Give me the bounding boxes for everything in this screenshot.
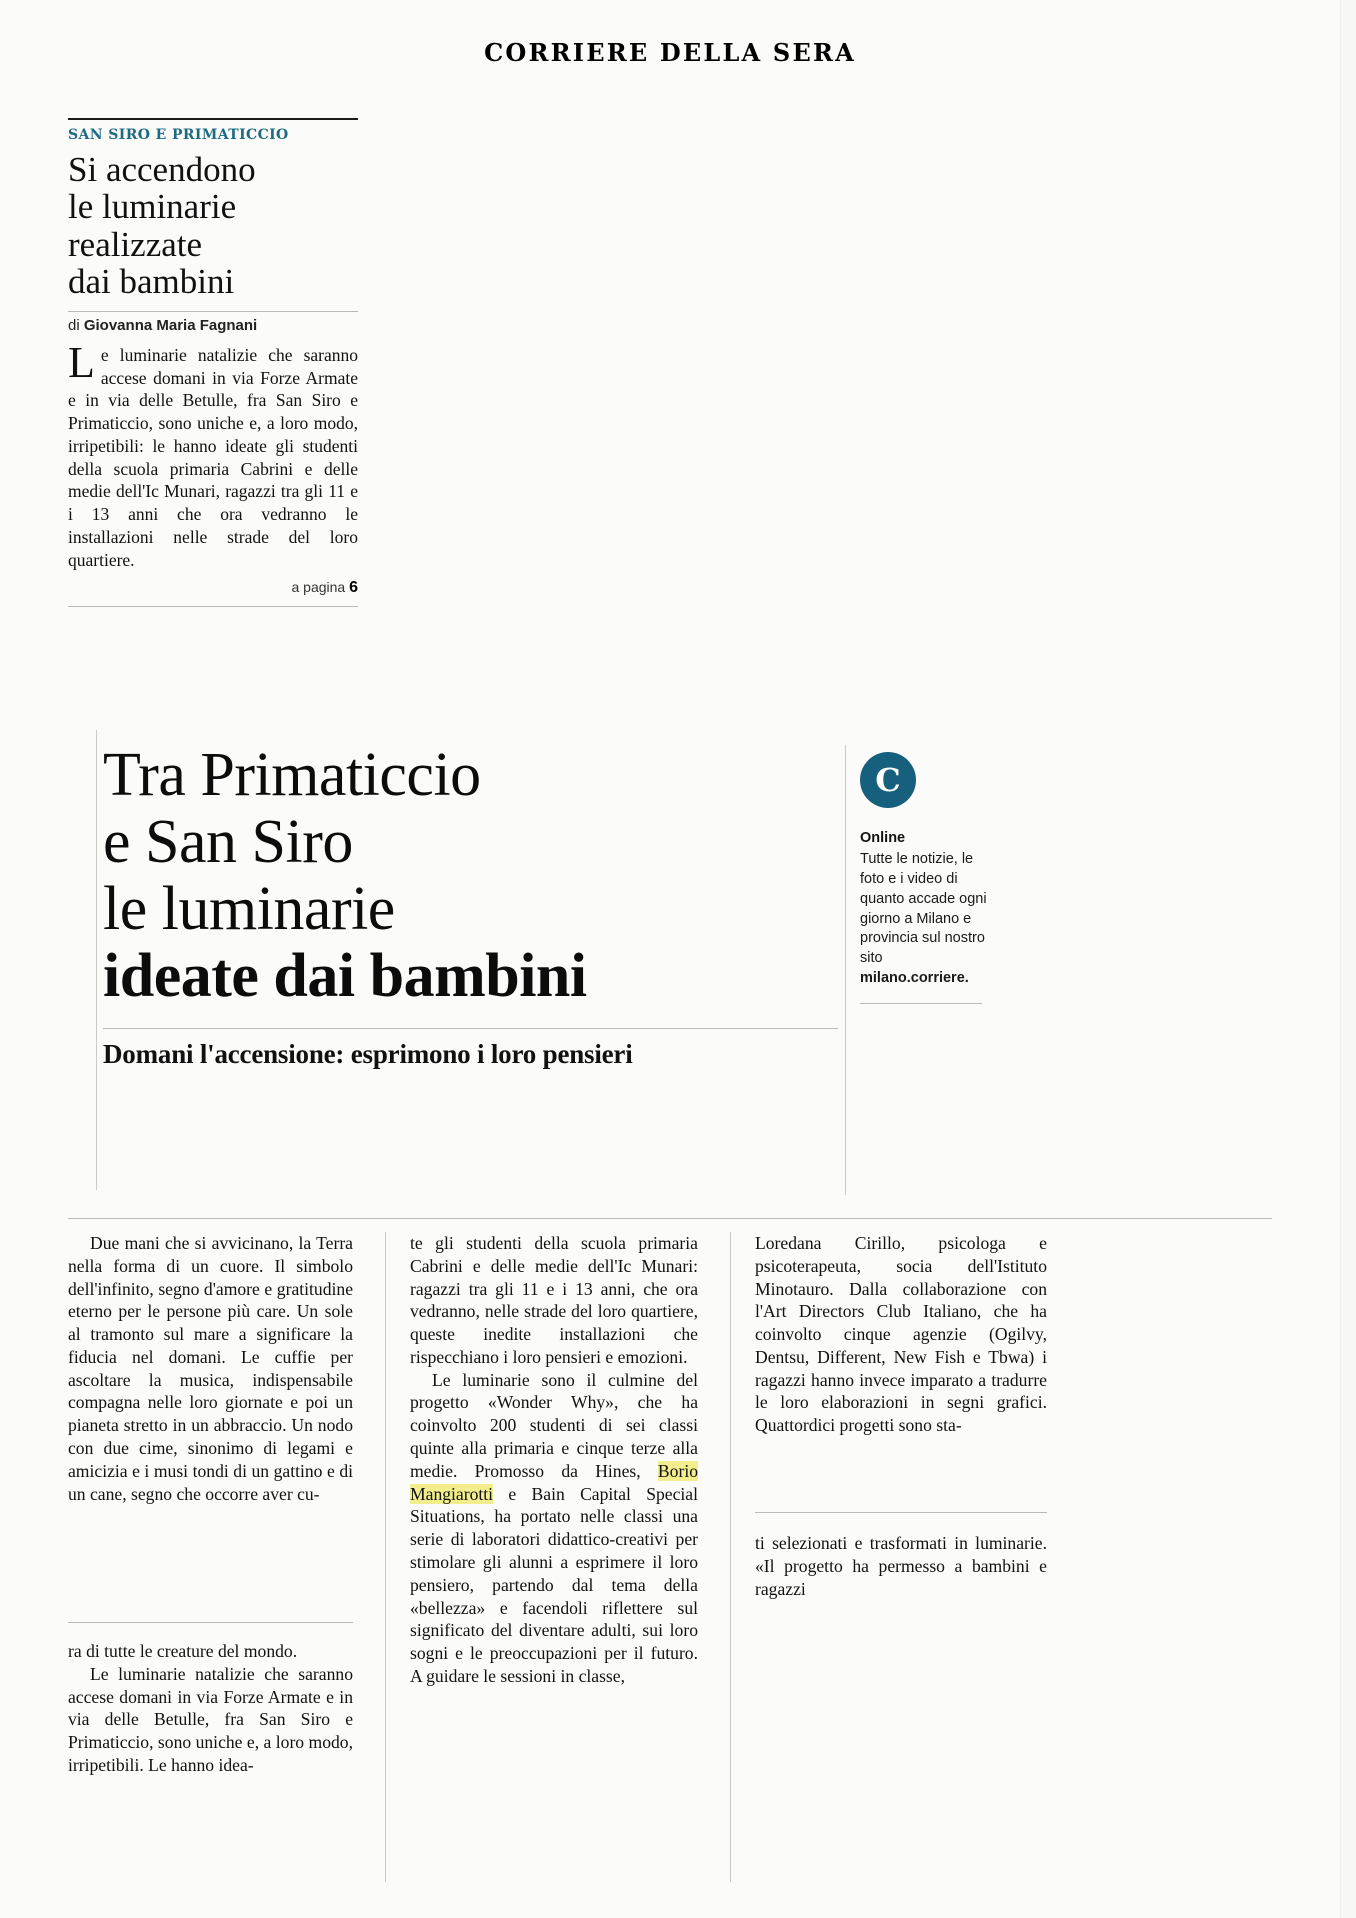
- teaser-title-line-1: Si accendono: [68, 150, 256, 189]
- a-pagina-label: a pagina: [291, 579, 346, 596]
- online-bottom-rule: [860, 1003, 982, 1004]
- teaser-title: [68, 151, 358, 301]
- paragraph: Due mani che si avvicinano, la Terra nella forma di un cuore. Il simbolo dell'infinito, segno d'amore e gratitudine eterno per le persone più care. Un sole al tramonto sul mare a significare la fiducia nel domani. Le cuffie per ascoltare la musica, indispensabile compagna nelle loro giornate e poi un pianeta stretto in un abbraccio. Un nodo con due cime, sinonimo di legami e amicizia e i musi tondi di un gattino e di un cane, segno che occorre aver cu-: [68, 1233, 353, 1504]
- a-pagina-reference: [68, 579, 358, 597]
- teaser-body-text: e luminarie natalizie che saranno accese domani in via Forze Armate e in via delle Betulle, fra San Siro e Primaticcio, sono uniche e, a loro modo, irripetibili: le hanno ideate gli studenti della scuola primaria Cabrini e delle medie dell'Ic Munari, ragazzi tra gli 11 e i 13 anni che ora vedranno le installazioni nelle strade del loro quartiere.: [68, 344, 358, 570]
- teaser-title-line-3: realizzate: [68, 224, 203, 264]
- online-site-link[interactable]: milano.corriere.: [860, 970, 969, 987]
- article-column-1: [68, 1232, 353, 1505]
- columns-top-rule: [68, 1218, 1272, 1219]
- paragraph-part-b: e Bain Capital Special Situations, ha portato nelle classi una serie di laboratori didattico-creativi per stimolare gli alunni a esprimere il loro pensiero, partendo dal tema della «bellezza» e facendoli riflettere sul significato del diventare adulti, sui loro sogni e le preoccupazioni per il futuro. A guidare le sessioni in classe,: [410, 1483, 698, 1686]
- paragraph-part-a: Le luminarie sono il culmine del progetto «Wonder Why», che ha coinvolto 200 studenti di sei classi quinte alla primaria e cinque terze alla medie. Promosso da Hines,: [410, 1369, 698, 1481]
- main-headline-block: [103, 742, 843, 1070]
- column-3-bottom-rule: [755, 1512, 1047, 1513]
- a-pagina-number: 6: [349, 579, 358, 597]
- article-column-1-continued: [68, 1640, 353, 1777]
- teaser-block: [68, 118, 358, 607]
- column-divider-1: [385, 1232, 386, 1882]
- byline-prefix: di: [68, 316, 84, 334]
- column-1-bottom-rule: [68, 1622, 353, 1623]
- teaser-dropcap: L: [68, 337, 95, 387]
- article-column-3: [755, 1232, 1047, 1437]
- online-box-left-rule: [845, 745, 846, 1195]
- highlighted-text: Borio Mangiarotti: [410, 1460, 698, 1504]
- teaser-top-rule: [68, 118, 358, 120]
- headline-line-4: ideate dai bambini: [103, 941, 587, 1010]
- paragraph: Le luminarie natalizie che saranno accese domani in via Forze Armate e in via delle Betulle, fra San Siro e Primaticcio, sono uniche e, a loro modo, irripetibili. Le hanno idea-: [68, 1663, 353, 1775]
- teaser-title-line-2: le luminarie: [68, 187, 237, 227]
- teaser-body: [68, 337, 358, 572]
- teaser-bottom-rule: [68, 606, 358, 607]
- headline-line-3: le luminarie: [103, 874, 395, 943]
- byline-author: Giovanna Maria Fagnani: [83, 316, 258, 334]
- headline-left-rule: [96, 730, 97, 1190]
- teaser-byline-rule: [68, 311, 358, 312]
- paragraph: [410, 1369, 698, 1688]
- teaser-kicker: SAN SIRO E PRIMATICCIO: [68, 127, 289, 143]
- online-description-text: Tutte le notizie, le foto e i video di quanto accade ogni giorno a Milano e provincia sul nostro sito: [860, 851, 987, 967]
- paragraph: Loredana Cirillo, psicologa e psicoterapeuta, socia dell'Istituto Minotauro. Dalla collaborazione con l'Art Directors Club Italiano, che ha coinvolto cinque agenzie (Ogilvy, Dentsu, Different, New Fish e Tbwa) i ragazzi hanno invece imparato a tradurre le loro elaborazioni in segni grafici. Quattordici progetti sono sta-: [755, 1233, 1047, 1436]
- paragraph: ti selezionati e trasformati in luminarie. «Il progetto ha permesso a bambini e ragazzi: [755, 1533, 1047, 1599]
- corriere-logo-icon: C: [860, 752, 916, 808]
- teaser-title-line-4: dai bambini: [68, 262, 235, 302]
- subhead-rule: [103, 1028, 838, 1029]
- subheadline: Domani l'accensione: esprimono i loro pensieri: [103, 1038, 633, 1069]
- main-headline: [103, 742, 843, 1010]
- online-description: [860, 850, 990, 989]
- teaser-byline: [68, 317, 358, 334]
- article-column-3-continued: [755, 1532, 1047, 1600]
- paragraph: te gli studenti della scuola primaria Cabrini e delle medie dell'Ic Munari: ragazzi tra gli 11 e i 13 anni, che ora vedranno, nelle strade del loro quartiere, queste inedite installazioni che rispecchiano i loro pensieri e emozioni.: [410, 1233, 698, 1367]
- masthead-title: CORRIERE DELLA SERA: [484, 38, 856, 67]
- headline-line-1: Tra Primaticcio: [103, 741, 481, 809]
- online-box: [860, 752, 990, 1004]
- online-label: Online: [860, 830, 906, 846]
- paragraph: ra di tutte le creature del mondo.: [68, 1641, 298, 1661]
- article-column-2: [410, 1232, 698, 1688]
- headline-line-2: e San Siro: [103, 807, 353, 876]
- column-divider-2: [730, 1232, 731, 1882]
